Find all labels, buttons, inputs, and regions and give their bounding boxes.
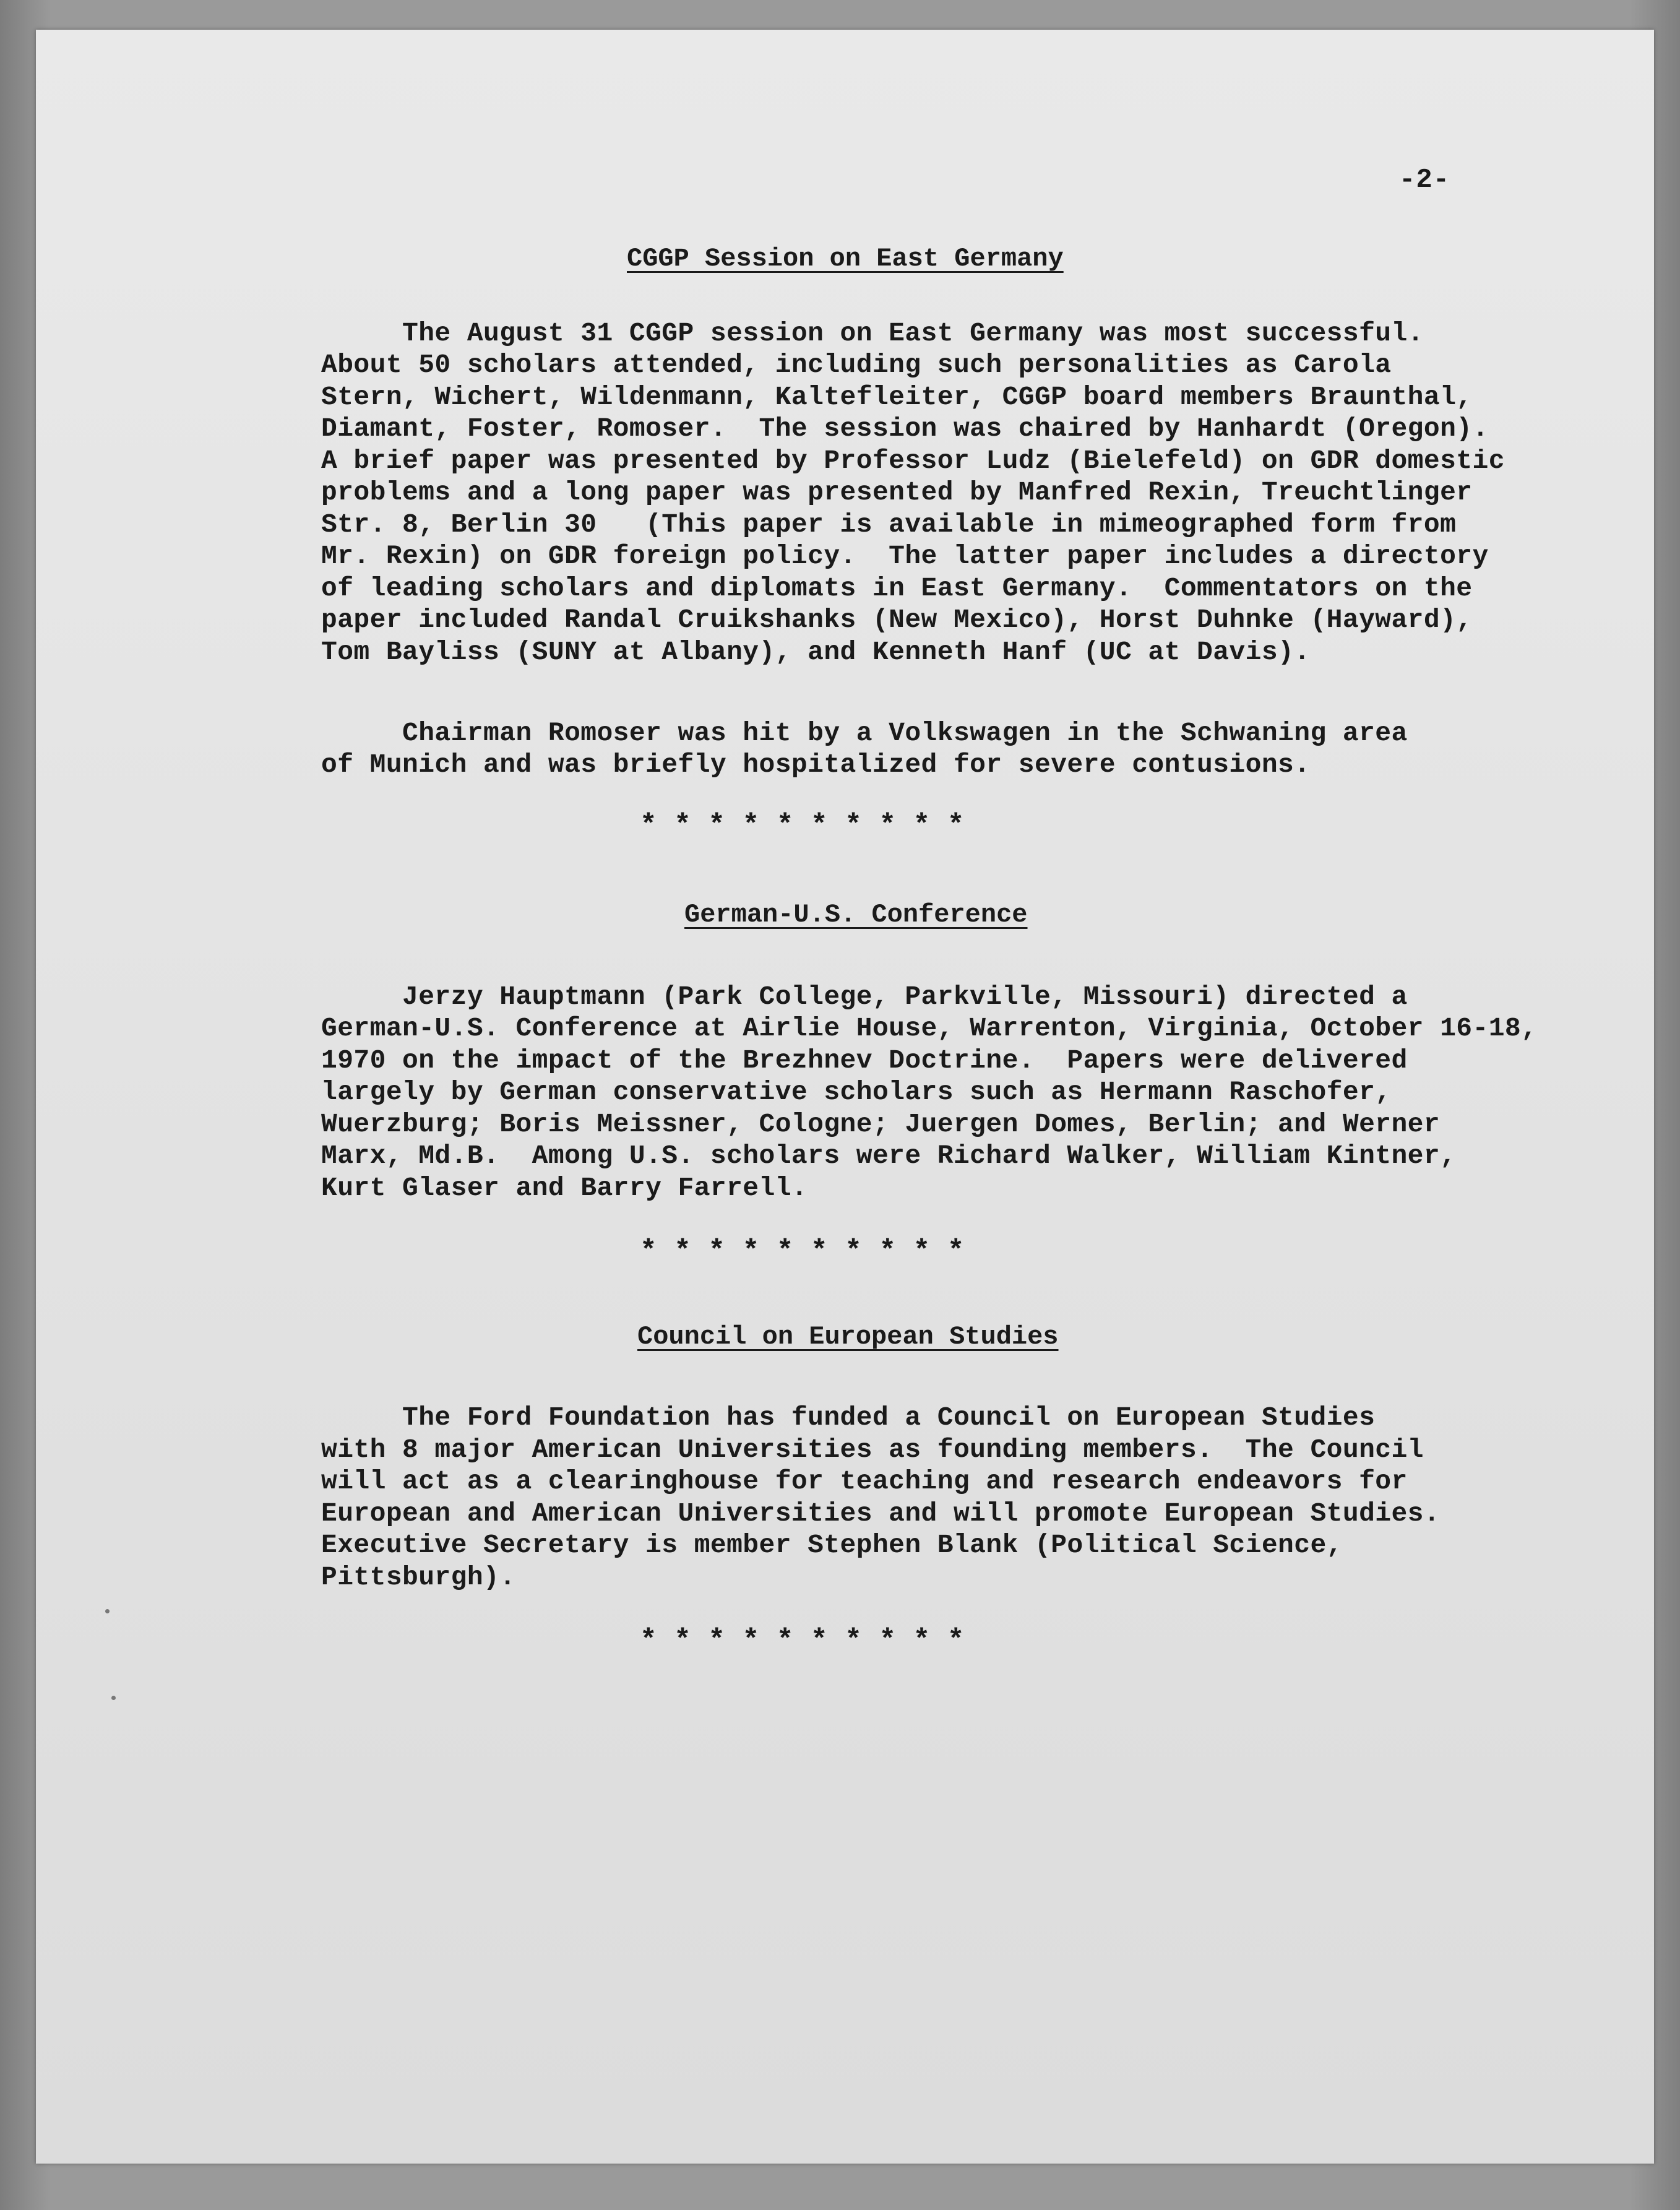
text-line: with 8 major American Universities as founding members. The Council <box>321 1435 1424 1465</box>
paper-speck <box>105 1609 110 1613</box>
text-line: Tom Bayliss (SUNY at Albany), and Kenneth Hanf (UC at Davis). <box>321 637 1311 667</box>
text-line: Wuerzburg; Boris Meissner, Cologne; Juergen Domes, Berlin; and Werner <box>321 1109 1441 1139</box>
section-heading-council-european-studies: Council on European Studies <box>637 1322 1059 1352</box>
section-separator: * * * * * * * * * * <box>640 1235 965 1267</box>
text-line: Stern, Wichert, Wildenmann, Kaltefleiter, CGGP board members Braunthal, <box>321 382 1473 412</box>
text-line: The August 31 CGGP session on East Germany was most successful. <box>321 318 1424 348</box>
section-heading-cggp-session: CGGP Session on East Germany <box>627 244 1064 274</box>
text-line: The Ford Foundation has funded a Council on European Studies <box>321 1402 1376 1433</box>
text-line: Str. 8, Berlin 30 (This paper is available in mimeographed form from <box>321 509 1457 540</box>
text-line: Mr. Rexin) on GDR foreign policy. The latter paper includes a directory <box>321 541 1489 571</box>
text-line: About 50 scholars attended, including such personalities as Carola <box>321 350 1392 380</box>
text-line: Executive Secretary is member Stephen Blank (Political Science, <box>321 1530 1343 1560</box>
text-line: largely by German conservative scholars such as Hermann Raschofer, <box>321 1077 1392 1107</box>
paper-speck <box>111 1696 116 1700</box>
text-line: of leading scholars and diplomats in East Germany. Commentators on the <box>321 573 1473 603</box>
text-line: German-U.S. Conference at Airlie House, Warrenton, Virginia, October 16-18, <box>321 1013 1538 1043</box>
text-line: Pittsburgh). <box>321 1562 516 1592</box>
text-line: will act as a clearinghouse for teaching and research endeavors for <box>321 1466 1408 1496</box>
text-line: problems and a long paper was presented by Manfred Rexin, Treuchtlinger <box>321 477 1473 507</box>
text-line: paper included Randal Cruikshanks (New Mexico), Horst Duhnke (Hayward), <box>321 605 1473 635</box>
text-line: Marx, Md.B. Among U.S. scholars were Richard Walker, William Kintner, <box>321 1141 1457 1171</box>
text-line: European and American Universities and will promote European Studies. <box>321 1498 1441 1529</box>
text-line: of Munich and was briefly hospitalized for severe contusions. <box>321 749 1311 780</box>
typed-page <box>36 30 1654 2164</box>
text-line: Diamant, Foster, Romoser. The session was chaired by Hanhardt (Oregon). <box>321 413 1489 444</box>
text-line: Kurt Glaser and Barry Farrell. <box>321 1173 808 1203</box>
section-separator: * * * * * * * * * * <box>640 1625 965 1657</box>
text-line: 1970 on the impact of the Brezhnev Doctrine. Papers were delivered <box>321 1045 1408 1076</box>
text-line: A brief paper was presented by Professor Ludz (Bielefeld) on GDR domestic <box>321 446 1505 476</box>
text-line: Jerzy Hauptmann (Park College, Parkville, Missouri) directed a <box>321 982 1408 1012</box>
section-heading-german-us-conference: German-U.S. Conference <box>684 900 1028 930</box>
section-separator: * * * * * * * * * * <box>640 809 965 842</box>
page-number: -2- <box>1399 165 1450 196</box>
text-line: Chairman Romoser was hit by a Volkswagen in the Schwaning area <box>321 718 1408 748</box>
